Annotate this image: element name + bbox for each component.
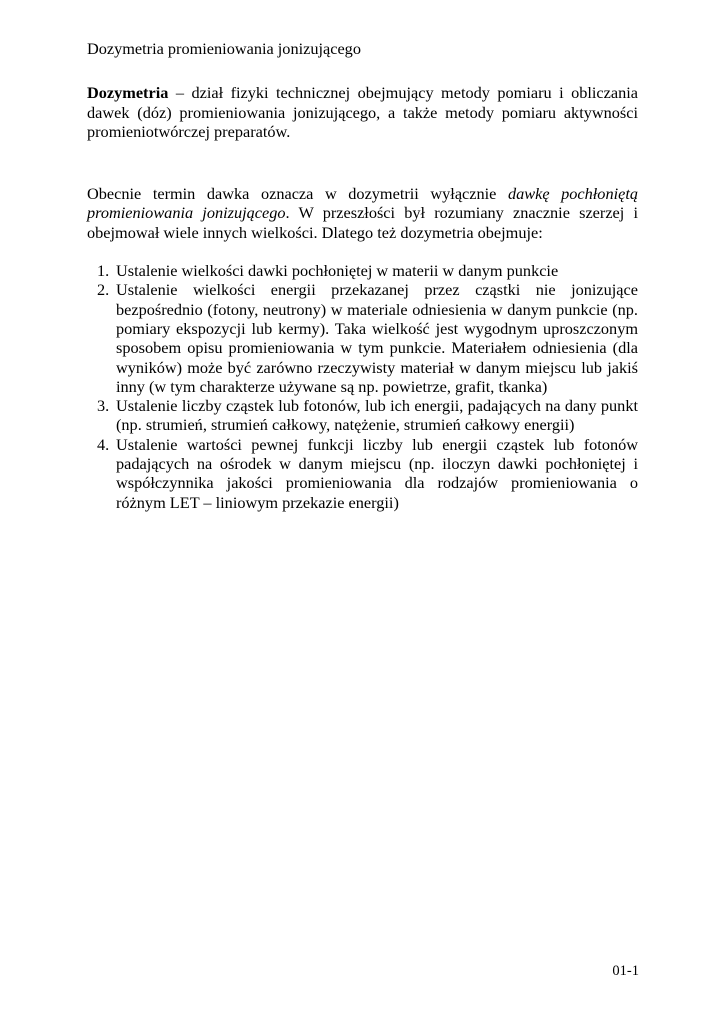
paragraph2-emphasis: dawkę pochłoniętą promieniowania jonizującego xyxy=(87,184,639,223)
page-number: 01-1 xyxy=(612,963,639,979)
intro-paragraph xyxy=(87,83,638,141)
intro-definition: – dział fizyki technicznej obejmujący metody pomiaru i obliczania dawek (dóz) promieniowania jonizującego, a także metody pomiaru aktywności promieniotwórczej preparatów. xyxy=(87,83,638,141)
list-item-text: Ustalenie wielkości energii przekazanej przez cząstki nie jonizujące bezpośrednio (fotony, neutrony) w materiale odniesienia w danym punkcie (np. pomiary ekspozycji lub kermy). Taka wielkość jest wygodnym uproszczonym sposobem opisu promieniowania w tym punkcie. Materiałem odniesienia (dla wyników) może być zarówno rzeczywisty materiał w danym miejscu lub jakiś inny (w tym charakterze używane są np. powietrze, grafit, tkanka) xyxy=(116,280,638,396)
list-item-number: 2. xyxy=(97,280,110,300)
list-item-number: 4. xyxy=(97,434,110,454)
list-item-number: 1. xyxy=(97,261,110,281)
list-item-number: 3. xyxy=(97,396,110,416)
dosimetry-tasks-list xyxy=(87,261,638,512)
list-item-text: Ustalenie wielkości dawki pochłoniętej w materii w danym punkcie xyxy=(116,261,559,281)
document-header-title: Dozymetria promieniowania jonizującego xyxy=(87,39,361,58)
paragraph2-text-after: . W przeszłości był rozumiany znacznie szerzej i obejmował wiele innych wielkości. Dlatego też dozymetria obejmuje: xyxy=(87,203,638,242)
list-item xyxy=(87,435,638,512)
document-page xyxy=(87,39,638,512)
list-item xyxy=(87,261,638,280)
list-item-text: Ustalenie wartości pewnej funkcji liczby lub energii cząstek lub fotonów padających na ośrodek w danym miejscu (np. iloczyn dawki pochłoniętej i współczynnika jakości promieniowania dla rodzajów promieniowania o różnym LET – liniowym przekazie energii) xyxy=(116,434,638,512)
definition-paragraph xyxy=(87,184,638,242)
list-item-text: Ustalenie liczby cząstek lub fotonów, lub ich energii, padających na dany punkt (np. strumień, strumień całkowy, natężenie, strumień całkowy energii) xyxy=(116,396,638,435)
paragraph2-text-before: Obecnie termin dawka oznacza w dozymetrii wyłącznie xyxy=(87,184,508,204)
list-item xyxy=(87,280,638,396)
intro-term: Dozymetria xyxy=(87,83,169,103)
list-item xyxy=(87,396,638,435)
